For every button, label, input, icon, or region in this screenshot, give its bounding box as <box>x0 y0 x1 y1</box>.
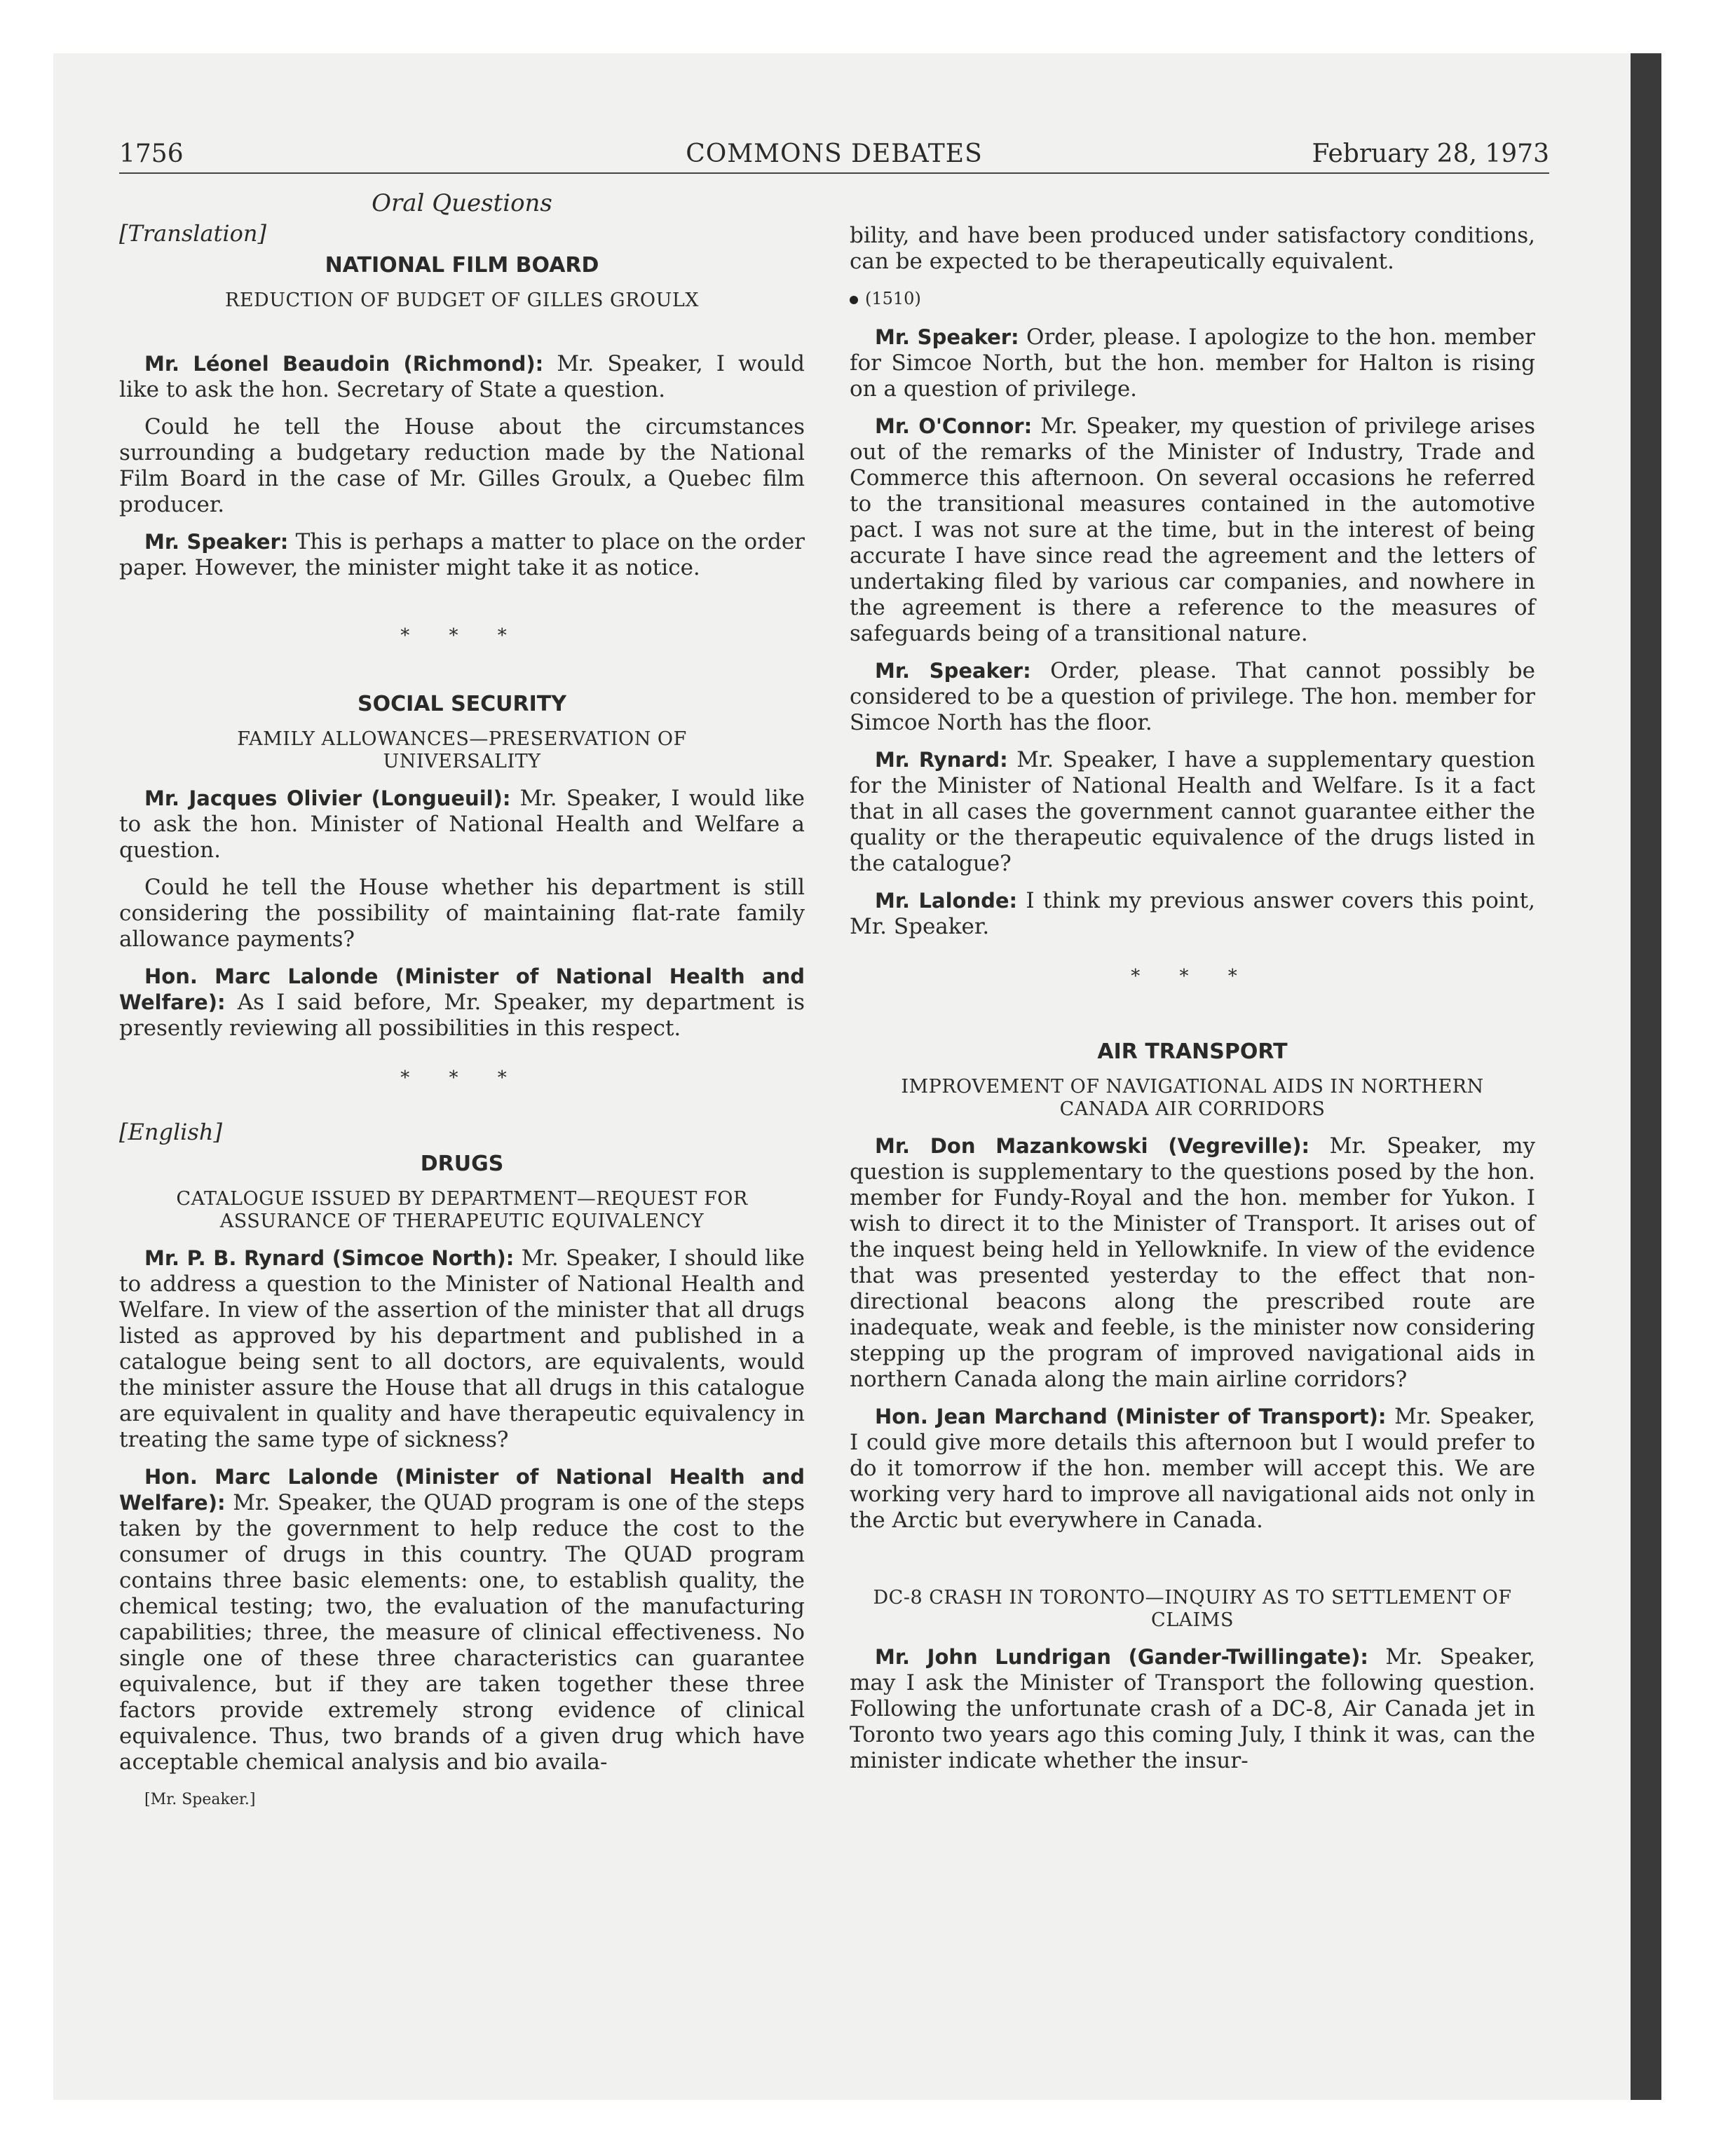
speech-text: Mr. Speaker, I would like to ask the hon. Secretary of State a question. <box>119 351 805 402</box>
speech-text: As I said before, Mr. Speaker, my department is presently reviewing all possibilities in this respect. <box>119 990 805 1041</box>
paragraph <box>850 747 1535 877</box>
speaker-name: Mr. Jacques Olivier (Longueuil): <box>144 786 511 810</box>
paragraph <box>850 1133 1535 1393</box>
paragraph <box>119 351 805 403</box>
section-break: * * * <box>400 625 524 646</box>
paragraph <box>119 964 805 1042</box>
speaker-name: Mr. Speaker: <box>144 530 289 554</box>
page-header <box>119 133 1549 174</box>
paragraph <box>850 888 1535 940</box>
speaker-name: Mr. Rynard: <box>875 748 1008 772</box>
paragraph <box>119 875 805 953</box>
section-break: * * * <box>1131 966 1254 987</box>
speaker-name: Mr. Lalonde: <box>875 889 1018 913</box>
spacer <box>119 325 805 351</box>
page-number: 1756 <box>119 139 184 168</box>
section-subtitle: REDUCTION OF BUDGET OF GILLES GROULX <box>225 289 699 311</box>
speech-text: Mr. Speaker, I could give more details this afternoon but I would prefer to do it tomorrow if the hon. member will accept this. We are working very hard to improve all navigational aids not only in the Arctic but everywhere in Canada. <box>850 1404 1535 1533</box>
speech-text: Mr. Speaker, the QUAD program is one of the steps taken by the government to help reduce the cost to the consumer of drugs in this country. The QUAD program contains three basic elements: one, to establish quality, the chemical testing; two, the evaluation of the manufacturing capabilities; three, the measure of clinical effectiveness. No single one of these three characteristics can guarantee equivalence, but if they are taken together these three factors provide extremely strong evidence of clinical equivalence. Thus, two brands of a given drug which have acceptable chemical analysis and bio availa- <box>119 1490 805 1775</box>
speech-text: I think my previous answer covers this point, Mr. Speaker. <box>850 888 1535 939</box>
speaker-name: Mr. Léonel Beaudoin (Richmond): <box>144 352 544 376</box>
time-stamp <box>850 286 1535 312</box>
bullet-icon <box>850 296 858 304</box>
paragraph <box>850 658 1535 736</box>
section-title: AIR TRANSPORT <box>1097 1039 1288 1064</box>
paragraph <box>119 1246 805 1453</box>
paragraph <box>119 529 805 581</box>
speech-text: Mr. Speaker, I would like to ask the hon. Minister of National Health and Welfare a question. <box>119 786 805 863</box>
speaker-name: Mr. Don Mazankowski (Vegreville): <box>875 1134 1310 1158</box>
section-subtitle: FAMILY ALLOWANCES—PRESERVATION OF UNIVERSALITY <box>237 728 687 772</box>
speech-text: Could he tell the House about the circumstances surrounding a budgetary reduction made by the National Film Board in the case of Mr. Gilles Groulx, a Quebec film producer. <box>119 414 805 517</box>
publication-title: COMMONS DEBATES <box>686 139 983 168</box>
left-column <box>119 191 805 1813</box>
paragraph <box>119 414 805 518</box>
speech-text: Order, please. I apologize to the hon. member for Simcoe North, but the hon. member for Halton is rising on a question of privilege. <box>850 325 1535 402</box>
speaker-name: Mr. John Lundrigan (Gander-Twillingate): <box>875 1645 1368 1669</box>
speaker-name: Mr. Speaker: <box>875 325 1019 349</box>
paragraph <box>850 325 1535 402</box>
speech-text: Mr. Speaker, my question of privilege arises out of the remarks of the Minister of Industry, Trade and Commerce this afternoon. On several occasions he referred to the transitional measures contained in the automotive pact. I was not sure at the time, but in the interest of being accurate I have since read the agreement and the letters of undertaking filed by various car companies, and nowhere in the agreement is there a reference to the measures of safeguards being of a transitional nature. <box>850 414 1535 646</box>
speech-text: Order, please. That cannot possibly be considered to be a question of privilege. The hon. member for Simcoe North has the floor. <box>850 658 1535 735</box>
speaker-name: Mr. P. B. Rynard (Simcoe North): <box>144 1246 515 1270</box>
speaker-name: Mr. Speaker: <box>875 659 1031 683</box>
continuation-note: [Mr. Speaker.] <box>144 1791 256 1808</box>
speech-text: Mr. Speaker, may I ask the Minister of Transport the following question. Following the unfortunate crash of a DC-8, Air Canada jet in Toronto two years ago this coming July, I think it was, can the minister indicate whether the insur- <box>850 1644 1536 1773</box>
section-subtitle: CATALOGUE ISSUED BY DEPARTMENT—REQUEST FOR ASSURANCE OF THERAPEUTIC EQUIVALENCY <box>176 1188 748 1232</box>
speaker-name: Hon. Marc Lalonde (Minister of National Health and Welfare): <box>119 964 805 1014</box>
running-head: Oral Questions <box>372 189 552 217</box>
paragraph <box>850 1404 1535 1534</box>
paragraph <box>850 223 1535 275</box>
speech-text: This is perhaps a matter to place on the order paper. However, the minister might take it as notice. <box>119 529 805 580</box>
paragraph <box>850 1644 1535 1774</box>
speech-text: Mr. Speaker, I have a supplementary question for the Minister of National Health and Welfare. Is it a fact that in all cases the government cannot guarantee either the quality or the therapeutic equivalence of the drugs listed in the catalogue? <box>850 747 1535 876</box>
language-marker: [English] <box>119 1119 222 1145</box>
page-date: February 28, 1973 <box>1312 139 1549 168</box>
time-label: (1510) <box>865 289 921 308</box>
paragraph <box>119 1464 805 1775</box>
section-title: NATIONAL FILM BOARD <box>325 253 599 278</box>
right-column <box>850 223 1535 1785</box>
spacer <box>850 1545 1535 1580</box>
speaker-name: Mr. O'Connor: <box>875 414 1033 438</box>
section-break: * * * <box>400 1067 524 1089</box>
speech-text: Could he tell the House whether his department is still considering the possibility of maintaining flat-rate family allowance payments? <box>119 875 805 952</box>
speech-text: Mr. Speaker, my question is supplementary to the questions posed by the hon. member for Fundy-Royal and the hon. member for Yukon. I wish to direct it to the Minister of Transport. It arises out of the inquest being held in Yellowknife. In view of the evidence that was presented yesterday to the effect that non-directional beacons along the prescribed route are inadequate, weak and feeble, is the minister now considering stepping up the program of improved navigational aids in northern Canada along the main airline corridors? <box>850 1133 1535 1392</box>
speaker-name: Hon. Marc Lalonde (Minister of National Health and Welfare): <box>119 1465 805 1515</box>
speech-text: Mr. Speaker, I should like to address a question to the Minister of National Health and Welfare. In view of the assertion of the minister that all drugs listed as approved by his department and published in a catalogue being sent to all doctors, are equivalents, would the minister assure the House that all drugs in this catalogue are equivalent in quality and have therapeutic equivalency in treating the same type of sickness? <box>119 1246 805 1452</box>
section-title: SOCIAL SECURITY <box>358 692 566 716</box>
language-marker: [Translation] <box>119 220 266 247</box>
section-subtitle: DC-8 CRASH IN TORONTO—INQUIRY AS TO SETTLEMENT OF CLAIMS <box>873 1587 1512 1631</box>
paragraph <box>850 414 1535 647</box>
section-title: DRUGS <box>420 1152 504 1176</box>
scan-edge <box>1631 53 1661 2100</box>
paragraph <box>119 786 805 864</box>
section-subtitle: IMPROVEMENT OF NAVIGATIONAL AIDS IN NORTHERN CANADA AIR CORRIDORS <box>901 1076 1484 1120</box>
speech-text: bility, and have been produced under satisfactory conditions, can be expected to be therapeutically equivalent. <box>850 223 1535 274</box>
speaker-name: Hon. Jean Marchand (Minister of Transport): <box>875 1405 1387 1428</box>
